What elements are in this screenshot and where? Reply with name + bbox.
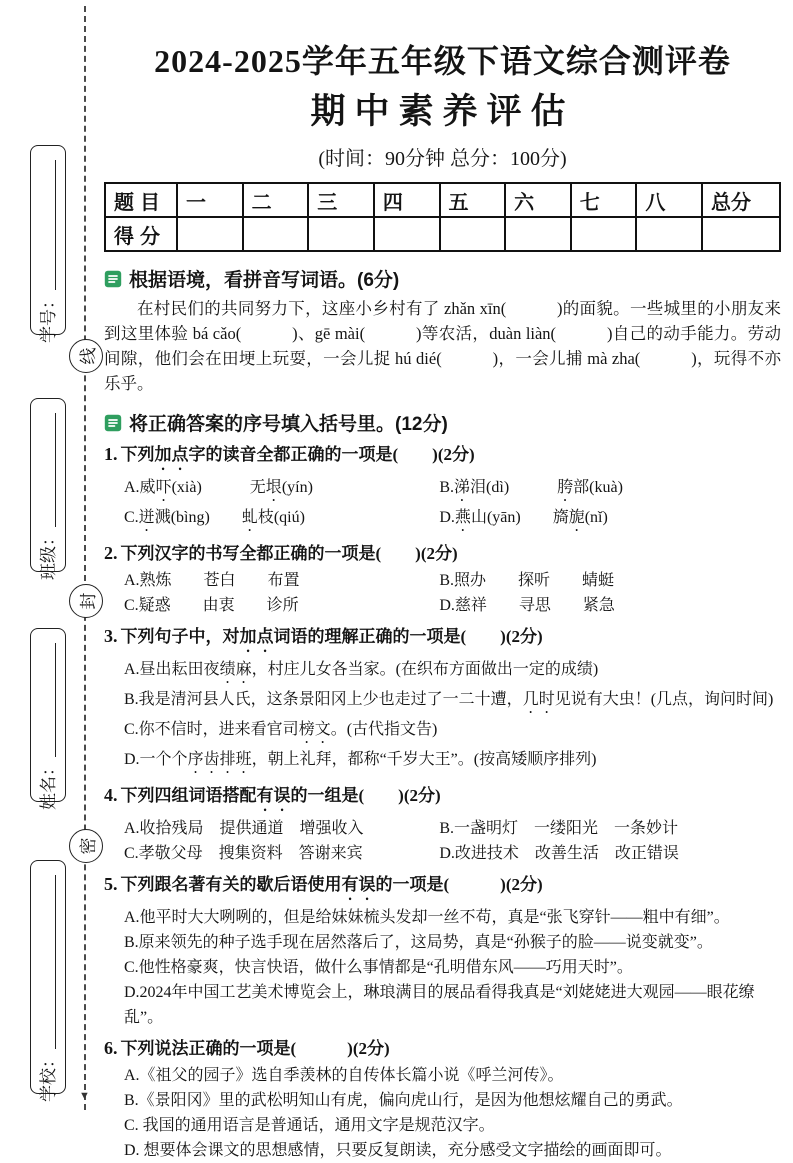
score-cell [177, 217, 243, 251]
notebook-icon [104, 270, 122, 288]
seal-circle-feng: 封 [69, 584, 103, 618]
score-table-header-row [105, 183, 780, 217]
score-col-2: 二 [243, 183, 309, 217]
score-cell [505, 217, 571, 251]
cut-line-arrow-icon: ▼ [79, 1090, 90, 1102]
question-1-stem [104, 441, 781, 474]
question-3-number: 3. [104, 626, 118, 646]
exam-paper [104, 0, 781, 1163]
sidebar-field-school [30, 860, 66, 1102]
option-b: B.一盏明灯 一缕阳光 一条妙计 [439, 820, 679, 837]
question-5-number: 5. [104, 874, 118, 894]
option-b: B.原来领先的种子选手现在居然落后了，这局势，真是“孙猴子的脸——说变就变”。 [124, 934, 713, 951]
option-d: D.2024年中国工艺美术博览会上，琳琅满目的展品看得我真是“刘姥姥进大观园——眼花缭乱”。 [124, 984, 755, 1026]
score-table [104, 182, 781, 252]
option-a: A.他平时大大咧咧的，但是给妹妹梳头发却一丝不苟，真是“张飞穿针——粗中有细”。 [124, 909, 730, 926]
exam-subtitle: 期中素养评估 [310, 92, 575, 131]
school-blank-line [36, 875, 56, 1049]
question-5-options [104, 905, 781, 1030]
name-label: 姓名： [38, 759, 58, 810]
question-5-stem [104, 871, 781, 904]
question-2 [104, 540, 781, 618]
seal-circle-xian: 线 [69, 339, 103, 373]
option-b: B.《景阳冈》里的武松明知山有虎，偏向虎山行，是因为他想炫耀自己的勇武。 [124, 1092, 683, 1109]
option-c: C.他性格豪爽，快言快语，做什么事情都是“孔明借东风——巧用天时”。 [124, 959, 633, 976]
option-c: C.疑惑 由衷 诊所 [124, 597, 299, 614]
question-5-stem-text: 下列跟名著有关的歇后语使用有误的一项是( )(2分) [120, 875, 543, 894]
option-d: D.一个个序齿排班，朝上礼拜，都称“千岁大王”。(按高矮顺序排列) [124, 751, 597, 768]
option-b: B.照办 探听 蜻蜓 [439, 572, 615, 589]
question-4-stem-text: 下列四组词语搭配有误的一组是( )(2分) [120, 786, 441, 805]
section-two-title: 将正确答案的序号填入括号里。(12分) [129, 414, 448, 435]
score-cell [243, 217, 309, 251]
score-row1-label: 题目 [105, 183, 177, 217]
question-6-number: 6. [104, 1038, 118, 1058]
score-col-1: 一 [177, 183, 243, 217]
question-6-stem [104, 1035, 781, 1062]
score-col-6: 六 [505, 183, 571, 217]
option-c: C.孝敬父母 搜集资料 答谢来宾 [124, 845, 363, 862]
question-3 [104, 623, 781, 777]
question-6-options [104, 1063, 781, 1163]
seal-circle-mi: 密 [69, 829, 103, 863]
option-d: D.改进技术 改善生活 改正错误 [439, 845, 679, 862]
score-cell [571, 217, 637, 251]
score-cell [308, 217, 374, 251]
question-2-options [104, 568, 781, 618]
question-1-options [104, 475, 781, 535]
sidebar-field-class [30, 398, 66, 580]
question-1 [104, 441, 781, 535]
pinyin-passage: 在村民们的共同努力下，这座小乡村有了 zhǎn xīn( )的面貌。一些城里的小朋友来到这里体验 bá cǎo( )、gē mài( )等农活，duàn liàn( )自己的动手能力。劳动间隙，他们会在田埂上玩耍，一会儿捉 hú dié( )，一会儿捕 mà zha( )，玩得不亦乐乎。 [104, 299, 781, 393]
class-label: 班级： [38, 529, 58, 580]
option-c: C.迸溅(bìng) 虬枝(qiú) [124, 509, 305, 526]
option-a: A.威吓(xià) 无垠(yín) [124, 479, 313, 496]
score-cell [374, 217, 440, 251]
question-2-number: 2. [104, 543, 118, 563]
question-1-stem-text: 下列加点字的读音全都正确的一项是( )(2分) [120, 445, 475, 464]
score-col-7: 七 [571, 183, 637, 217]
question-2-stem-text: 下列汉字的书写全都正确的一项是( )(2分) [120, 544, 458, 563]
option-a: A.收拾残局 提供通道 增强收入 [124, 820, 364, 837]
score-col-4: 四 [374, 183, 440, 217]
question-2-stem [104, 540, 781, 567]
score-table-score-row [105, 217, 780, 251]
score-cell [636, 217, 702, 251]
name-blank-line [36, 643, 56, 757]
notebook-icon [104, 414, 122, 432]
question-4-options [104, 816, 781, 866]
question-5 [104, 871, 781, 1030]
question-3-stem [104, 623, 781, 656]
class-blank-line [36, 413, 56, 527]
question-4 [104, 782, 781, 866]
question-3-options [104, 657, 781, 777]
option-d: D.慈祥 寻思 紧急 [439, 597, 615, 614]
option-d: D. 想要体会课文的思想感情，只要反复朗读，充分感受文字描绘的画面即可。 [124, 1142, 672, 1159]
score-cell [440, 217, 506, 251]
option-b: B.涕泪(dì) 胯部(kuà) [439, 479, 623, 496]
section-two-header [104, 409, 781, 436]
question-6 [104, 1035, 781, 1163]
option-a: A.《祖父的园子》选自季羡林的自传体长篇小说《呼兰河传》。 [124, 1067, 564, 1084]
time-total-info: (时间：90分钟 总分：100分) [318, 148, 567, 170]
student-id-label: 学号： [38, 292, 58, 343]
question-1-number: 1. [104, 444, 118, 464]
question-6-stem-text: 下列说法正确的一项是( )(2分) [120, 1039, 390, 1058]
seal-cut-line [84, 6, 86, 1110]
option-c: C.你不信时，进来看官司榜文。(古代指文告) [124, 721, 438, 738]
section-one-header [104, 265, 781, 292]
student-id-blank-line [36, 160, 56, 290]
question-3-stem-text: 下列句子中，对加点词语的理解正确的一项是( )(2分) [120, 627, 543, 646]
school-label: 学校： [38, 1051, 58, 1102]
option-d: D.燕山(yān) 旖旎(nǐ) [439, 509, 608, 526]
score-col-3: 三 [308, 183, 374, 217]
section-one-title: 根据语境，看拼音写词语。(6分) [129, 270, 400, 291]
option-a: A.熟炼 苍白 布置 [124, 572, 300, 589]
sidebar-field-student-id [30, 145, 66, 343]
score-row2-label: 得分 [105, 217, 177, 251]
question-4-stem [104, 782, 781, 815]
option-b: B.我是清河县人氏，这条景阳冈上少也走过了一二十遭，几时见说有大虫！(几点，询问时间) [124, 691, 774, 708]
sidebar-field-name [30, 628, 66, 810]
score-cell [702, 217, 780, 251]
option-c: C. 我国的通用语言是普通话，通用文字是规范汉字。 [124, 1117, 495, 1134]
score-col-5: 五 [440, 183, 506, 217]
option-a: A.昼出耘田夜绩麻，村庄儿女各当家。(在织布方面做出一定的成绩) [124, 661, 599, 678]
question-4-number: 4. [104, 785, 118, 805]
exam-title: 2024-2025学年五年级下语文综合测评卷 [154, 43, 731, 79]
score-col-total: 总分 [702, 183, 780, 217]
score-col-8: 八 [636, 183, 702, 217]
